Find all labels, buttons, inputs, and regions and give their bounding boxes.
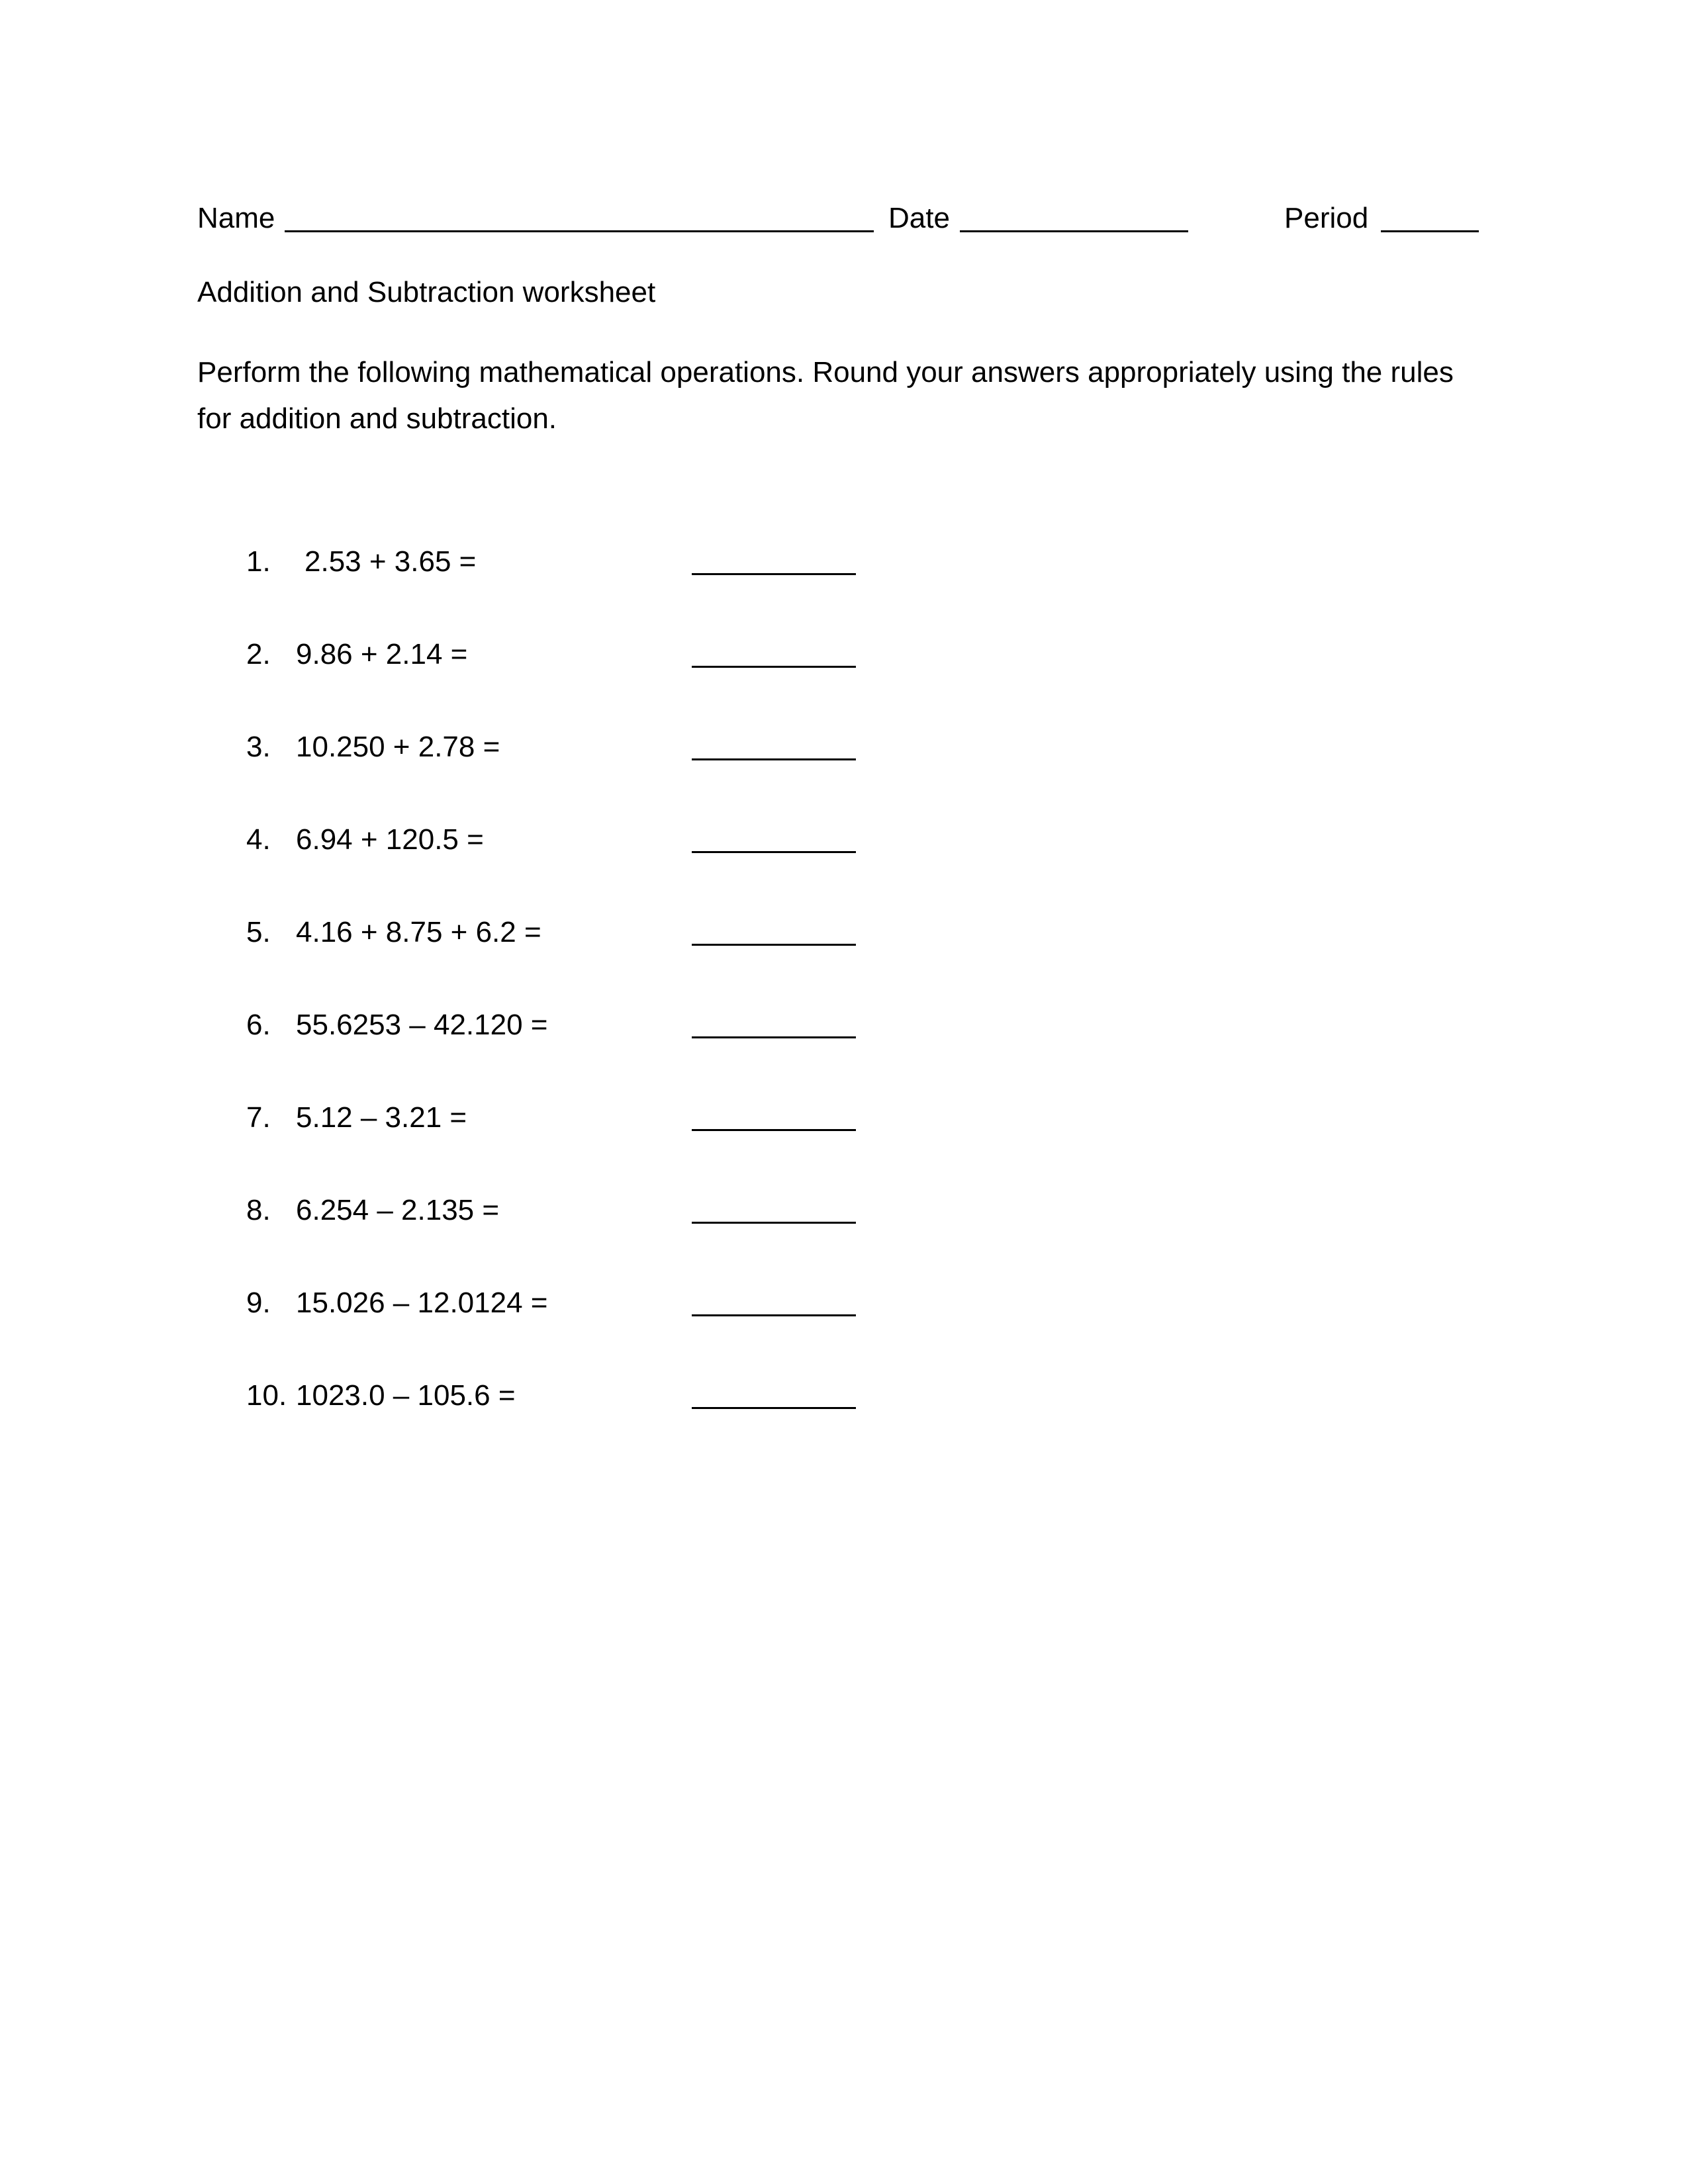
problem-expression: 6.254 – 2.135 = (296, 1194, 500, 1226)
name-label: Name (197, 202, 275, 234)
period-label: Period (1284, 202, 1369, 234)
problem-expression: 9.86 + 2.14 = (296, 638, 468, 670)
answer-blank-line[interactable] (692, 666, 856, 668)
problem-expression: 4.16 + 8.75 + 6.2 = (296, 916, 541, 948)
answer-blank-line[interactable] (692, 1036, 856, 1038)
problem-number: 4. (246, 823, 271, 856)
period-blank-line[interactable] (1381, 230, 1479, 232)
answer-blank-line[interactable] (692, 1129, 856, 1131)
problem-expression: 6.94 + 120.5 = (296, 823, 484, 856)
problem-number: 5. (246, 916, 271, 948)
problem-number: 7. (246, 1101, 271, 1134)
problem-number: 9. (246, 1287, 271, 1319)
problem-expression: 15.026 – 12.0124 = (296, 1287, 548, 1319)
worksheet-title: Addition and Subtraction worksheet (197, 276, 656, 308)
problem-number: 10. (246, 1379, 287, 1412)
answer-blank-line[interactable] (692, 1222, 856, 1224)
instructions-paragraph: Perform the following mathematical operations. Round your answers appropriately using the rules for addition and subtraction. (197, 356, 1454, 435)
problem-expression: 2.53 + 3.65 = (305, 545, 477, 578)
answer-blank-line[interactable] (692, 758, 856, 760)
date-label: Date (888, 202, 950, 234)
date-blank-line[interactable] (960, 230, 1188, 232)
problem-expression: 5.12 – 3.21 = (296, 1101, 467, 1134)
answer-blank-line[interactable] (692, 1407, 856, 1409)
name-blank-line[interactable] (285, 230, 874, 232)
problem-expression: 1023.0 – 105.6 = (296, 1379, 516, 1412)
problem-expression: 10.250 + 2.78 = (296, 731, 500, 763)
problem-number: 3. (246, 731, 271, 763)
problem-number: 2. (246, 638, 271, 670)
answer-blank-line[interactable] (692, 1314, 856, 1316)
problem-expression: 55.6253 – 42.120 = (296, 1009, 548, 1041)
answer-blank-line[interactable] (692, 944, 856, 946)
answer-blank-line[interactable] (692, 851, 856, 853)
problem-number: 8. (246, 1194, 271, 1226)
problem-number: 6. (246, 1009, 271, 1041)
answer-blank-line[interactable] (692, 573, 856, 575)
problem-number: 1. (246, 545, 271, 578)
